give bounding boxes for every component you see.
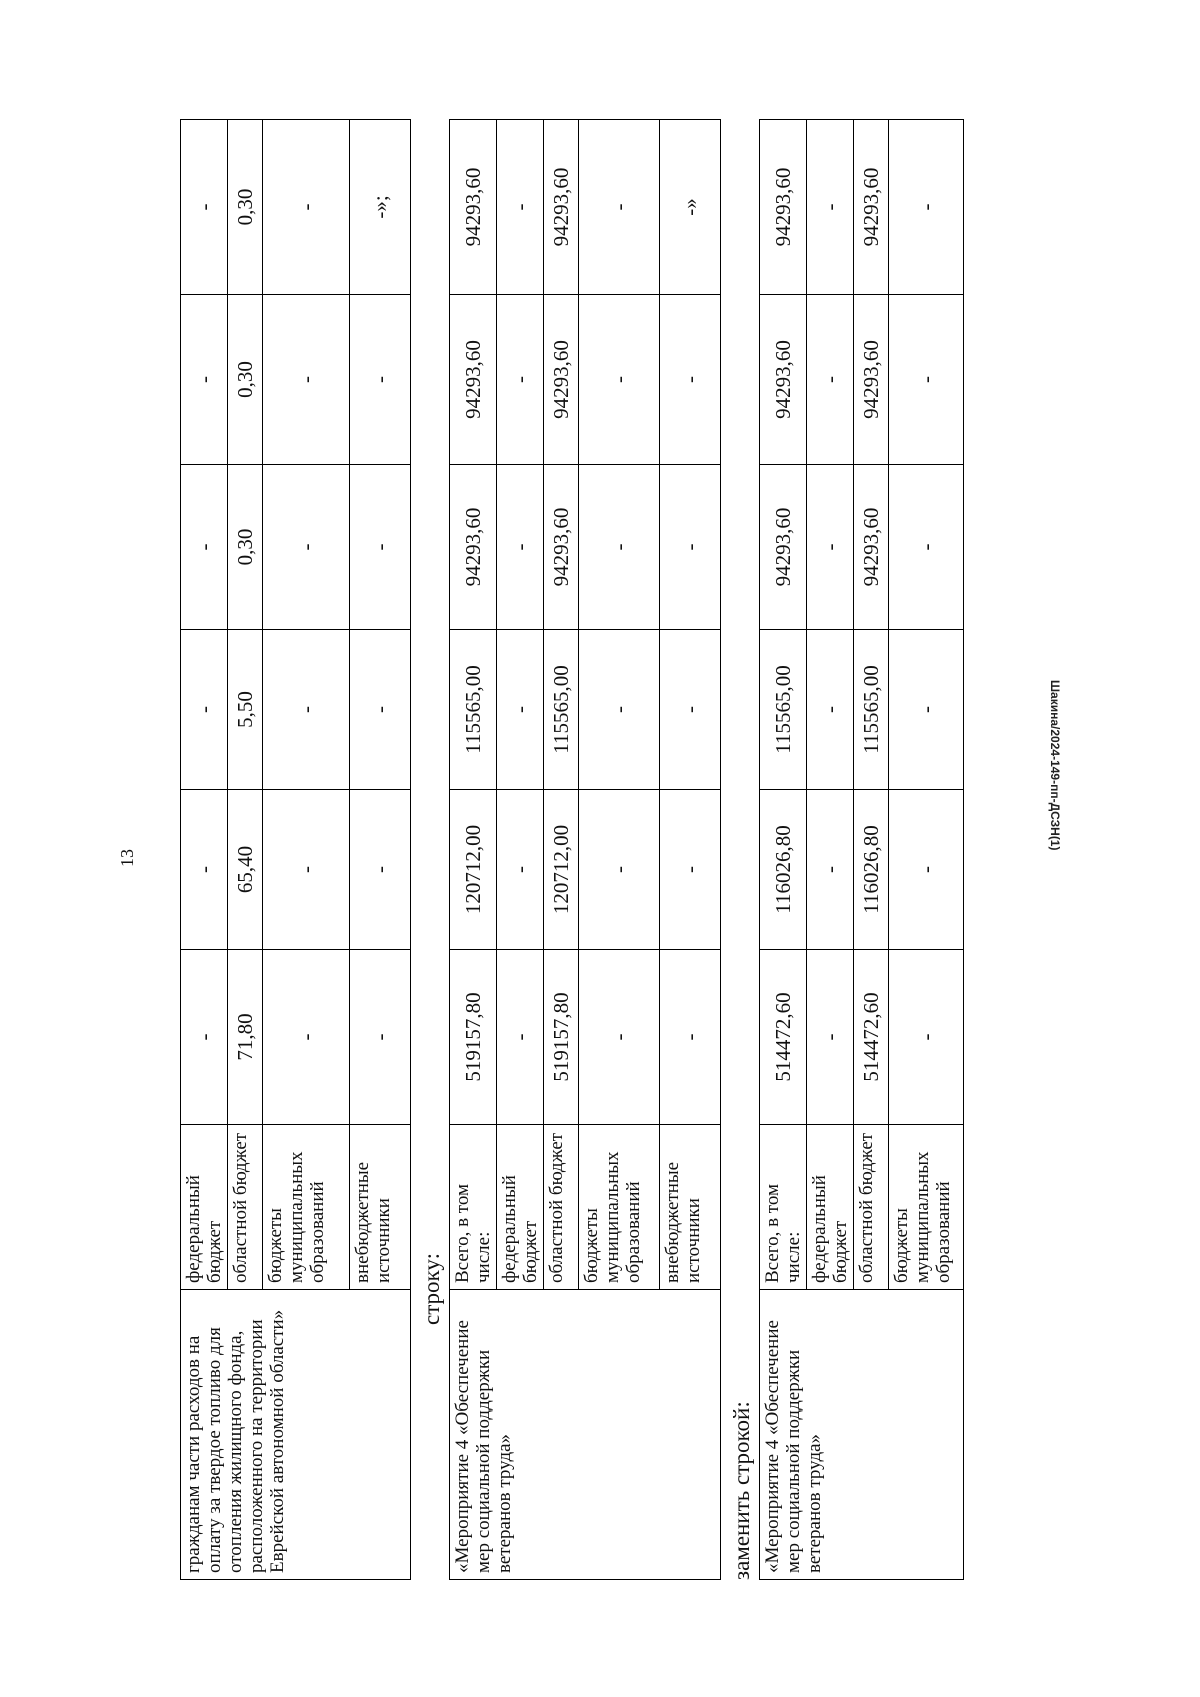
value-cell: - <box>807 950 854 1125</box>
source-cell: Всего, в том числе: <box>760 1125 807 1290</box>
value-cell: - <box>889 790 964 950</box>
document-code: Шакина/2024-149-пп-ДСЗН(1) <box>1048 680 1062 851</box>
value-cell: - <box>181 790 228 950</box>
source-cell: бюджеты муниципальных образований <box>579 1125 660 1290</box>
value-cell: - <box>579 120 660 295</box>
value-cell: - <box>181 630 228 790</box>
source-cell: бюджеты муниципальных образований <box>889 1125 964 1290</box>
value-cell: 5,50 <box>228 630 263 790</box>
value-cell: 120712,00 <box>450 790 497 950</box>
value-cell: - <box>807 295 854 465</box>
value-cell: - <box>263 120 350 295</box>
measure-cell: гражданам части расходов на оплату за твердое топливо для отопления жилищного фонда, расположенного на территории Еврейской автономной области» <box>181 1290 411 1580</box>
value-cell: - <box>660 630 721 790</box>
source-cell: федеральный бюджет <box>181 1125 228 1290</box>
value-cell: - <box>181 950 228 1125</box>
measure-cell: «Мероприятие 4 «Обеспечение мер социальной поддержки ветеранов труда» <box>760 1290 964 1580</box>
value-cell: -» <box>660 120 721 295</box>
value-cell: - <box>807 120 854 295</box>
value-cell: 94293,60 <box>450 120 497 295</box>
value-cell: - <box>263 630 350 790</box>
source-cell: областной бюджет <box>544 1125 579 1290</box>
value-cell: - <box>579 465 660 630</box>
value-cell: 120712,00 <box>544 790 579 950</box>
value-cell: - <box>497 950 544 1125</box>
value-cell: 94293,60 <box>544 120 579 295</box>
value-cell: - <box>181 465 228 630</box>
value-cell: - <box>497 120 544 295</box>
value-cell: 0,30 <box>228 120 263 295</box>
value-cell: 94293,60 <box>760 295 807 465</box>
value-cell: - <box>263 465 350 630</box>
value-cell: - <box>807 465 854 630</box>
rotated-page-content <box>180 120 960 1580</box>
source-cell: внебюджетные источники <box>660 1125 721 1290</box>
value-cell: - <box>889 295 964 465</box>
value-cell: 65,40 <box>228 790 263 950</box>
value-cell: - <box>350 465 411 630</box>
value-cell: 115565,00 <box>450 630 497 790</box>
value-cell: 116026,80 <box>854 790 889 950</box>
value-cell: 115565,00 <box>760 630 807 790</box>
value-cell: 519157,80 <box>544 950 579 1125</box>
table-row <box>450 120 497 1580</box>
table-row <box>181 120 228 1580</box>
value-cell: - <box>579 295 660 465</box>
value-cell: 94293,60 <box>544 295 579 465</box>
page-number: 13 <box>116 849 137 867</box>
value-cell: 0,30 <box>228 465 263 630</box>
value-cell: - <box>807 790 854 950</box>
value-cell: 514472,60 <box>760 950 807 1125</box>
value-cell: 94293,60 <box>854 120 889 295</box>
source-cell: областной бюджет <box>854 1125 889 1290</box>
source-cell: бюджеты муниципальных образований <box>263 1125 350 1290</box>
value-cell: 519157,80 <box>450 950 497 1125</box>
value-cell: - <box>497 465 544 630</box>
value-cell: 0,30 <box>228 295 263 465</box>
source-cell: федеральный бюджет <box>807 1125 854 1290</box>
value-cell: - <box>263 295 350 465</box>
value-cell: - <box>889 950 964 1125</box>
value-cell: 94293,60 <box>450 465 497 630</box>
value-cell: 94293,60 <box>760 465 807 630</box>
value-cell: 94293,60 <box>544 465 579 630</box>
value-cell: -»; <box>350 120 411 295</box>
value-cell: - <box>350 295 411 465</box>
value-cell: - <box>660 790 721 950</box>
value-cell: - <box>579 950 660 1125</box>
value-cell: - <box>497 295 544 465</box>
value-cell: - <box>350 630 411 790</box>
value-cell: - <box>497 630 544 790</box>
table-top <box>180 119 411 1580</box>
source-cell: федеральный бюджет <box>497 1125 544 1290</box>
table-row <box>760 120 807 1580</box>
separator-label-replace-row: строку: <box>419 1253 444 1325</box>
table-bottom <box>759 119 964 1580</box>
value-cell: 514472,60 <box>854 950 889 1125</box>
value-cell: - <box>263 790 350 950</box>
value-cell: - <box>350 950 411 1125</box>
value-cell: 94293,60 <box>760 120 807 295</box>
value-cell: - <box>807 630 854 790</box>
value-cell: - <box>889 465 964 630</box>
value-cell: - <box>350 790 411 950</box>
value-cell: - <box>660 465 721 630</box>
value-cell: - <box>660 295 721 465</box>
value-cell: - <box>579 630 660 790</box>
value-cell: - <box>660 950 721 1125</box>
table-middle <box>449 119 721 1580</box>
source-cell: областной бюджет <box>228 1125 263 1290</box>
value-cell: 94293,60 <box>854 295 889 465</box>
value-cell: 115565,00 <box>544 630 579 790</box>
value-cell: 116026,80 <box>760 790 807 950</box>
value-cell: 71,80 <box>228 950 263 1125</box>
source-cell: Всего, в том числе: <box>450 1125 497 1290</box>
value-cell: 94293,60 <box>854 465 889 630</box>
source-cell: внебюджетные источники <box>350 1125 411 1290</box>
value-cell: - <box>181 120 228 295</box>
value-cell: 94293,60 <box>450 295 497 465</box>
measure-cell: «Мероприятие 4 «Обеспечение мер социальной поддержки ветеранов труда» <box>450 1290 721 1580</box>
value-cell: - <box>889 120 964 295</box>
value-cell: - <box>263 950 350 1125</box>
separator-label-replace-with: заменить строкой: <box>729 1401 754 1580</box>
value-cell: - <box>181 295 228 465</box>
value-cell: - <box>889 630 964 790</box>
value-cell: 115565,00 <box>854 630 889 790</box>
value-cell: - <box>579 790 660 950</box>
value-cell: - <box>497 790 544 950</box>
